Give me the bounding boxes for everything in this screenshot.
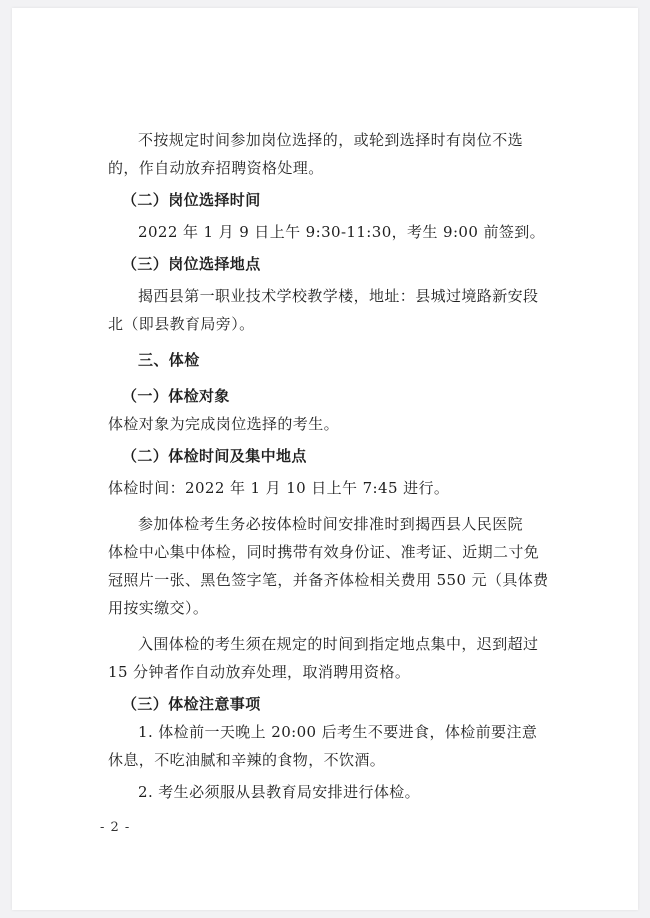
page-number: - 2 -	[100, 820, 131, 835]
paragraph-line: 不按规定时间参加岗位选择的，或轮到选择时有岗位不选	[138, 131, 524, 149]
paragraph-line: 的，作自动放弃招聘资格处理。	[108, 159, 324, 177]
paragraph-line: 体检时间：2022 年 1 月 10 日上午 7:45 进行。	[108, 479, 450, 497]
paragraph-line: 揭西县第一职业技术学校教学楼，地址：县城过境路新安段	[138, 287, 539, 305]
paragraph-line: 体检中心集中体检，同时携带有效身份证、准考证、近期二寸免	[108, 543, 540, 561]
section-heading-selection-place: （三）岗位选择地点	[122, 255, 261, 273]
paragraph-line: 冠照片一张、黑色签字笔，并备齐体检相关费用 550 元（具体费	[108, 571, 549, 589]
section-heading-physical-exam: 三、体检	[138, 351, 200, 369]
document-body	[108, 126, 558, 806]
paragraph-line: 用按实缴交）。	[108, 599, 209, 617]
paragraph-line: 2. 考生必须服从县教育局安排进行体检。	[138, 783, 421, 801]
section-heading-exam-target: （一）体检对象	[122, 387, 230, 405]
paragraph-line: 15 分钟者作自动放弃处理，取消聘用资格。	[108, 663, 411, 681]
paragraph-line: 体检对象为完成岗位选择的考生。	[108, 415, 340, 433]
paragraph-line: 入围体检的考生须在规定的时间到指定地点集中，迟到超过	[138, 635, 539, 653]
paragraph-line: 北（即县教育局旁）。	[108, 315, 255, 333]
section-heading-selection-time: （二）岗位选择时间	[122, 191, 261, 209]
paragraph-line: 1. 体检前一天晚上 20:00 后考生不要进食，体检前要注意	[138, 723, 538, 741]
section-heading-exam-time-place: （二）体检时间及集中地点	[122, 447, 307, 465]
document-page	[12, 8, 638, 910]
section-heading-exam-notes: （三）体检注意事项	[122, 695, 261, 713]
paragraph-line: 2022 年 1 月 9 日上午 9:30-11:30，考生 9:00 前签到。	[138, 223, 546, 241]
paragraph-line: 休息，不吃油腻和辛辣的食物，不饮酒。	[108, 751, 386, 769]
paragraph-line: 参加体检考生务必按体检时间安排准时到揭西县人民医院	[138, 515, 524, 533]
